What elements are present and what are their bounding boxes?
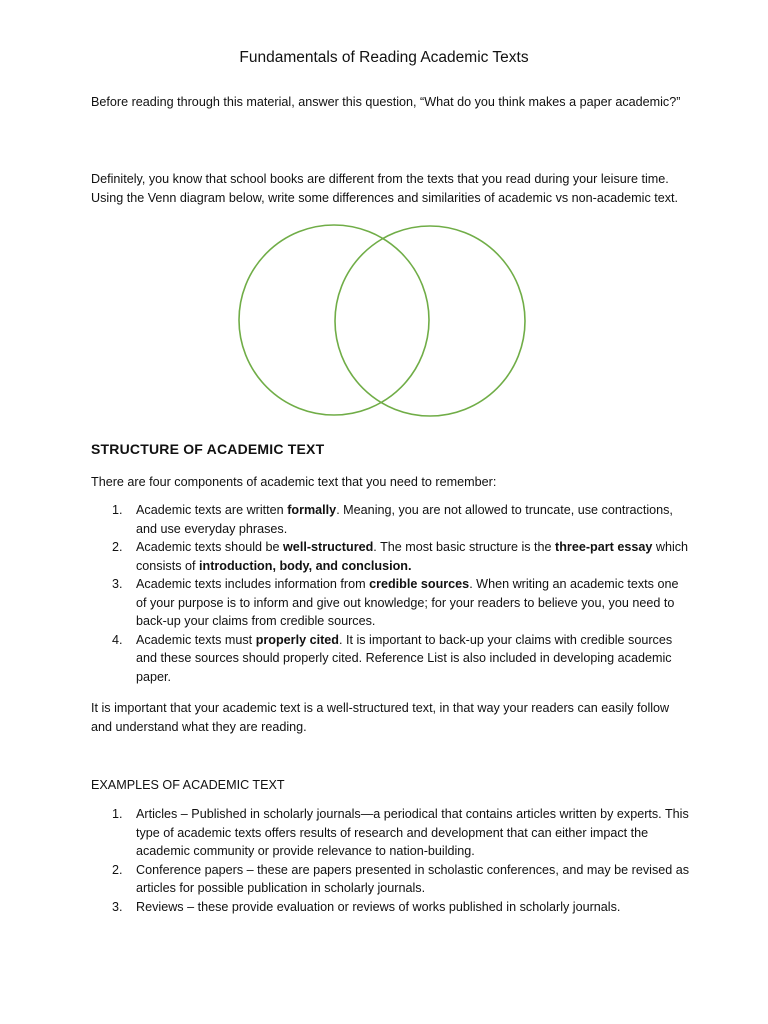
list-emphasis: well-structured [283, 540, 374, 554]
list-text: . Meaning, you are not allowed to truncate, use contractions, and use everyday phrases. [136, 503, 673, 536]
list-item [91, 861, 691, 898]
list-text: which consists of [136, 540, 689, 573]
structure-list [91, 501, 691, 686]
list-text: . It is important to back-up your claims with credible sources and these sources should properly cited. Reference List is also included in developing academic paper. [136, 632, 673, 684]
list-text: . The most basic structure is the [373, 540, 556, 554]
list-number: 2. [112, 540, 123, 554]
venn-circle-left [239, 225, 429, 415]
list-number: 3. [112, 899, 123, 914]
list-text: Academic texts are written [136, 503, 288, 517]
list-text: Academic texts should be [136, 540, 284, 554]
list-text: Academic texts includes information from [136, 577, 370, 591]
page-title: Fundamentals of Reading Academic Texts [239, 49, 529, 66]
venn-circle-right [335, 226, 525, 416]
list-item [91, 898, 691, 917]
intro-question: Before reading through this material, answer this question, “What do you think makes a paper academic?” [91, 95, 681, 109]
list-number: 3. [112, 577, 123, 591]
list-text: Conference papers – these are papers presented in scholastic conferences, and may be revised as articles for possible publication in scholarly journals. [136, 862, 690, 895]
list-emphasis: credible sources [369, 577, 470, 591]
list-emphasis: introduction, body, and conclusion. [199, 558, 412, 573]
list-number: 4. [112, 632, 123, 647]
list-item [91, 575, 691, 631]
list-item [91, 805, 691, 861]
list-item [91, 501, 691, 538]
examples-list [91, 805, 691, 916]
list-text: Articles – Published in scholarly journals—a periodical that contains articles written by experts. This type of academic texts offers results of research and development that can either impact the academic community or provide relevance to nation-building. [136, 807, 689, 858]
list-emphasis: properly cited [255, 632, 339, 647]
list-number: 2. [112, 862, 123, 877]
list-item [91, 538, 691, 575]
list-emphasis: formally [287, 503, 337, 517]
venn-instructions: Definitely, you know that school books are different from the texts that you read during your leisure time. Using the Venn diagram below, write some differences and similarities of academic vs non-academic text. [91, 172, 679, 205]
examples-heading: EXAMPLES OF ACADEMIC TEXT [91, 778, 285, 792]
list-item [91, 631, 691, 687]
list-text: . When writing an academic texts one of your purpose is to inform and give out knowledge; for your readers to believe you, you need to back-up your claims from credible sources. [136, 577, 679, 628]
structure-closing: It is important that your academic text is a well-structured text, in that way your readers can easily follow and understand what they are reading. [91, 701, 670, 734]
structure-intro: There are four components of academic text that you need to remember: [91, 475, 497, 489]
list-number: 1. [112, 503, 123, 517]
list-emphasis: three-part essay [555, 540, 653, 554]
list-text: Reviews – these provide evaluation or reviews of works published in scholarly journals. [136, 899, 621, 914]
structure-heading: STRUCTURE OF ACADEMIC TEXT [91, 441, 325, 457]
venn-diagram [230, 218, 540, 428]
list-number: 1. [112, 807, 123, 821]
list-text: Academic texts must [136, 632, 256, 647]
